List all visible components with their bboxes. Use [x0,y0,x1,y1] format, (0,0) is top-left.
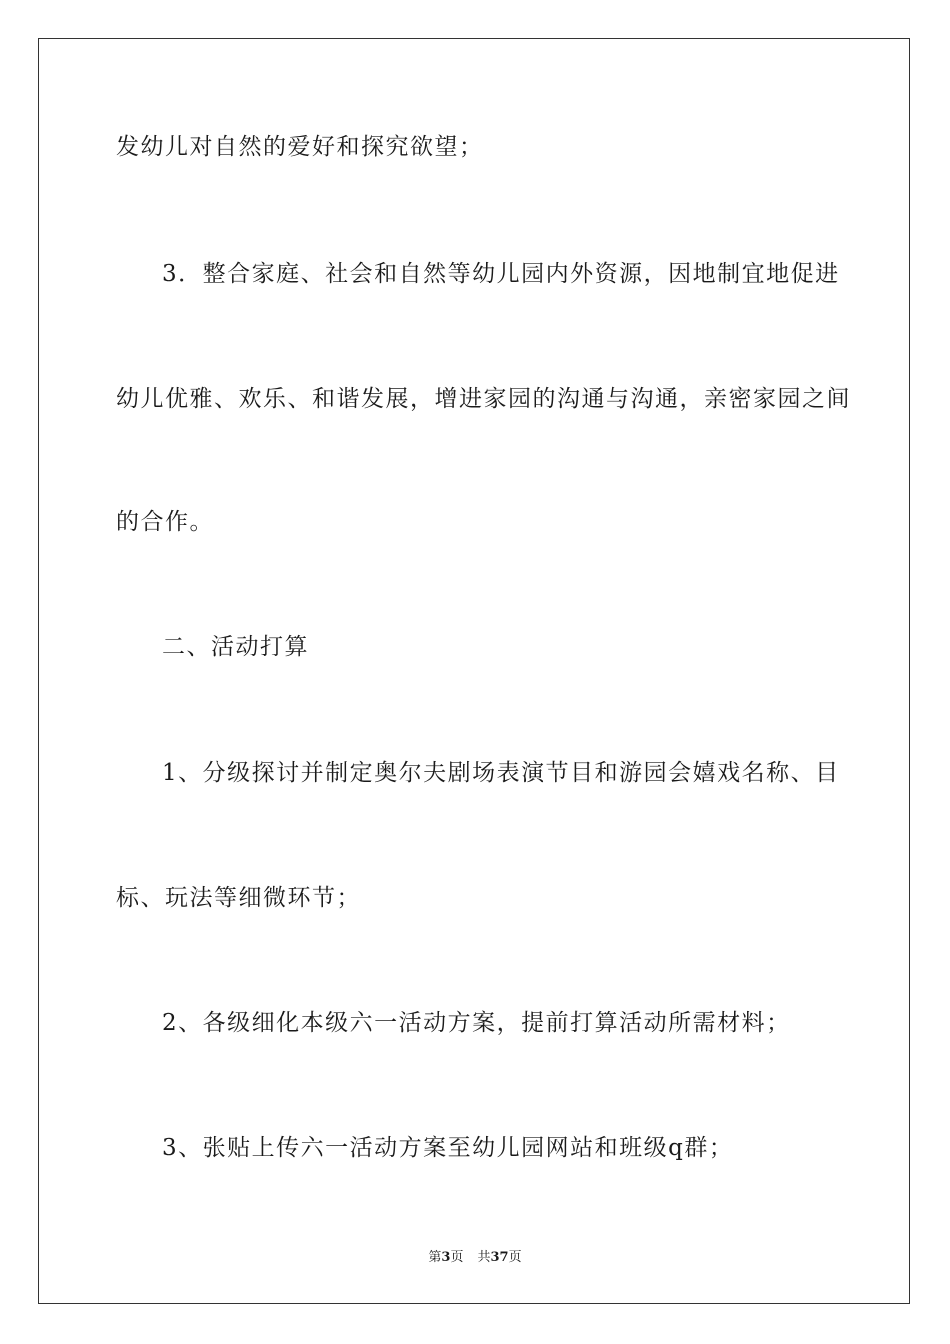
text-line-8: 2、各级细化本级六一活动方案，提前打算活动所需材料； [162,1010,791,1036]
total-pages: 37 [490,1250,509,1265]
section-heading: 二、活动打算 [162,634,309,660]
page-number: 3 [441,1250,451,1265]
page-suffix: 页 [450,1250,464,1265]
page-prefix: 第 [428,1250,442,1265]
text-line-3: 幼儿优雅、欢乐、和谐发展，增进家园的沟通与沟通，亲密家园之间 [116,386,851,412]
total-suffix: 页 [508,1250,522,1265]
text-line-7: 标、玩法等细微环节； [116,885,361,911]
text-line-9: 3、张贴上传六一活动方案至幼儿园网站和班级q群； [162,1135,734,1161]
text-line-4: 的合作。 [116,509,214,535]
page-border [38,38,910,1304]
text-line-1: 发幼儿对自然的爱好和探究欲望； [116,134,484,160]
text-line-6: 1、分级探讨并制定奥尔夫剧场表演节目和游园会嬉戏名称、目 [162,760,840,786]
text-line-2: 3．整合家庭、社会和自然等幼儿园内外资源，因地制宜地促进 [162,261,840,287]
page-footer [0,1246,950,1265]
total-prefix: 共 [477,1250,491,1265]
